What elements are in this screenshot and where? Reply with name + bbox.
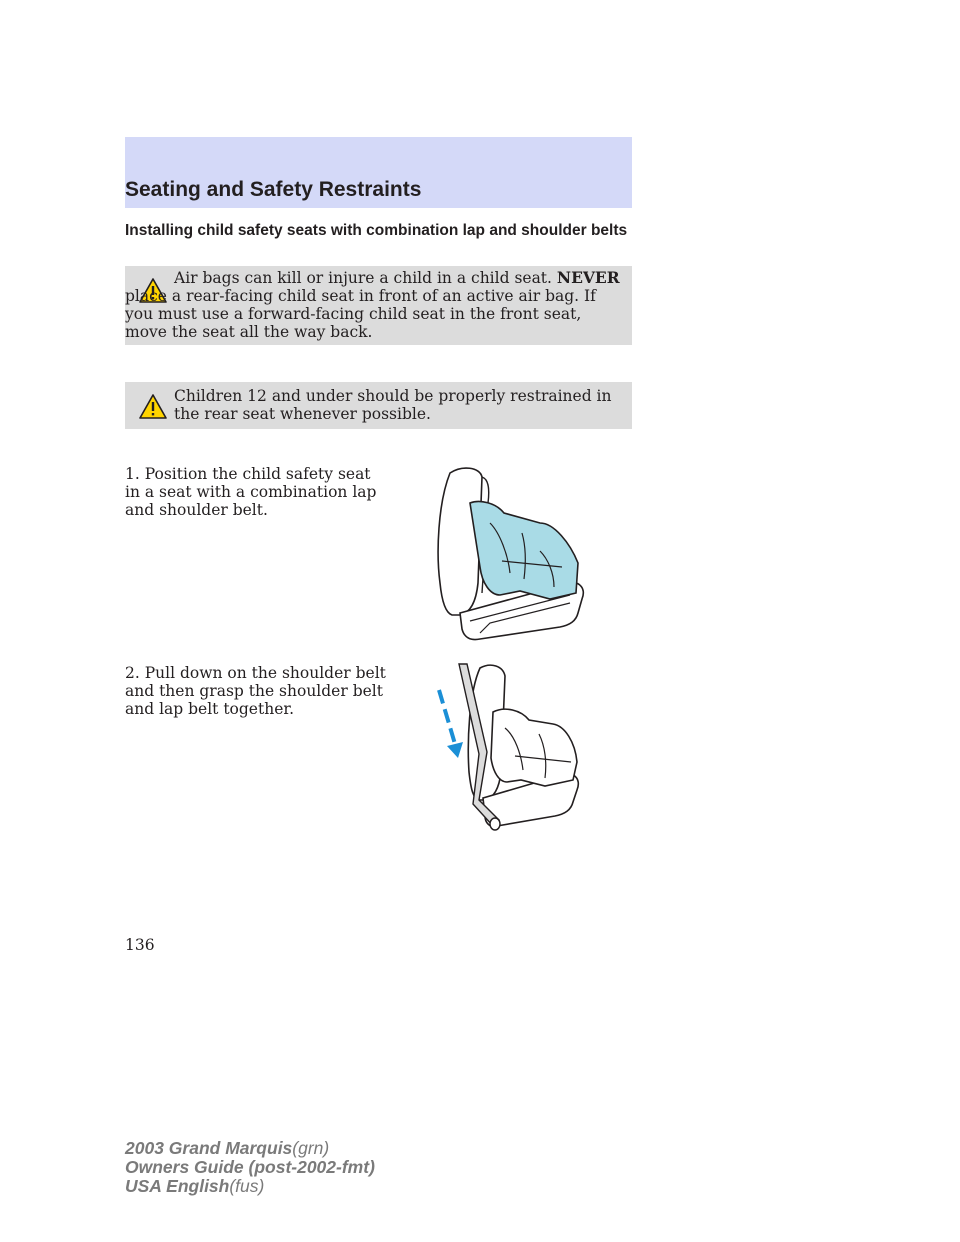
warning-triangle-icon xyxy=(138,393,168,420)
child-seat-illustration xyxy=(430,463,590,643)
warning-text-part: Air bags can kill or injure a child in a child seat. xyxy=(174,269,552,287)
step-text: 1. Position the child safety seat in a seat with a combination lap and shoulder belt. xyxy=(125,465,377,519)
shoulder-belt-illustration xyxy=(435,662,585,832)
footer-line xyxy=(125,1177,375,1196)
footer-text: 2003 Grand Marquis xyxy=(125,1138,293,1158)
section-title: Seating and Safety Restraints xyxy=(125,178,422,201)
warning-emphasis: NEVER xyxy=(556,268,620,287)
footer-line xyxy=(125,1139,375,1158)
page-number: 136 xyxy=(125,936,155,954)
footer-text: USA English xyxy=(125,1176,230,1196)
warning-text-part: place a rear-facing child seat in front of an active air bag. If you must use a forward-facing child seat in the front seat, move the seat all the way back. xyxy=(125,287,596,341)
footer-line: Owners Guide (post-2002-fmt) xyxy=(125,1157,375,1177)
footer-code: (fus) xyxy=(229,1176,265,1196)
warning-text: Children 12 and under should be properly restrained in the rear seat whenever possible. xyxy=(174,387,612,423)
warning-text xyxy=(125,269,628,341)
subheading: Installing child safety seats with combination lap and shoulder belts xyxy=(125,222,628,239)
footer xyxy=(125,1139,375,1196)
footer-code: (grn) xyxy=(292,1138,330,1158)
warning-box xyxy=(125,266,632,345)
step-text: 2. Pull down on the shoulder belt and then grasp the shoulder belt and lap belt together. xyxy=(125,664,386,718)
warning-box xyxy=(125,382,632,429)
